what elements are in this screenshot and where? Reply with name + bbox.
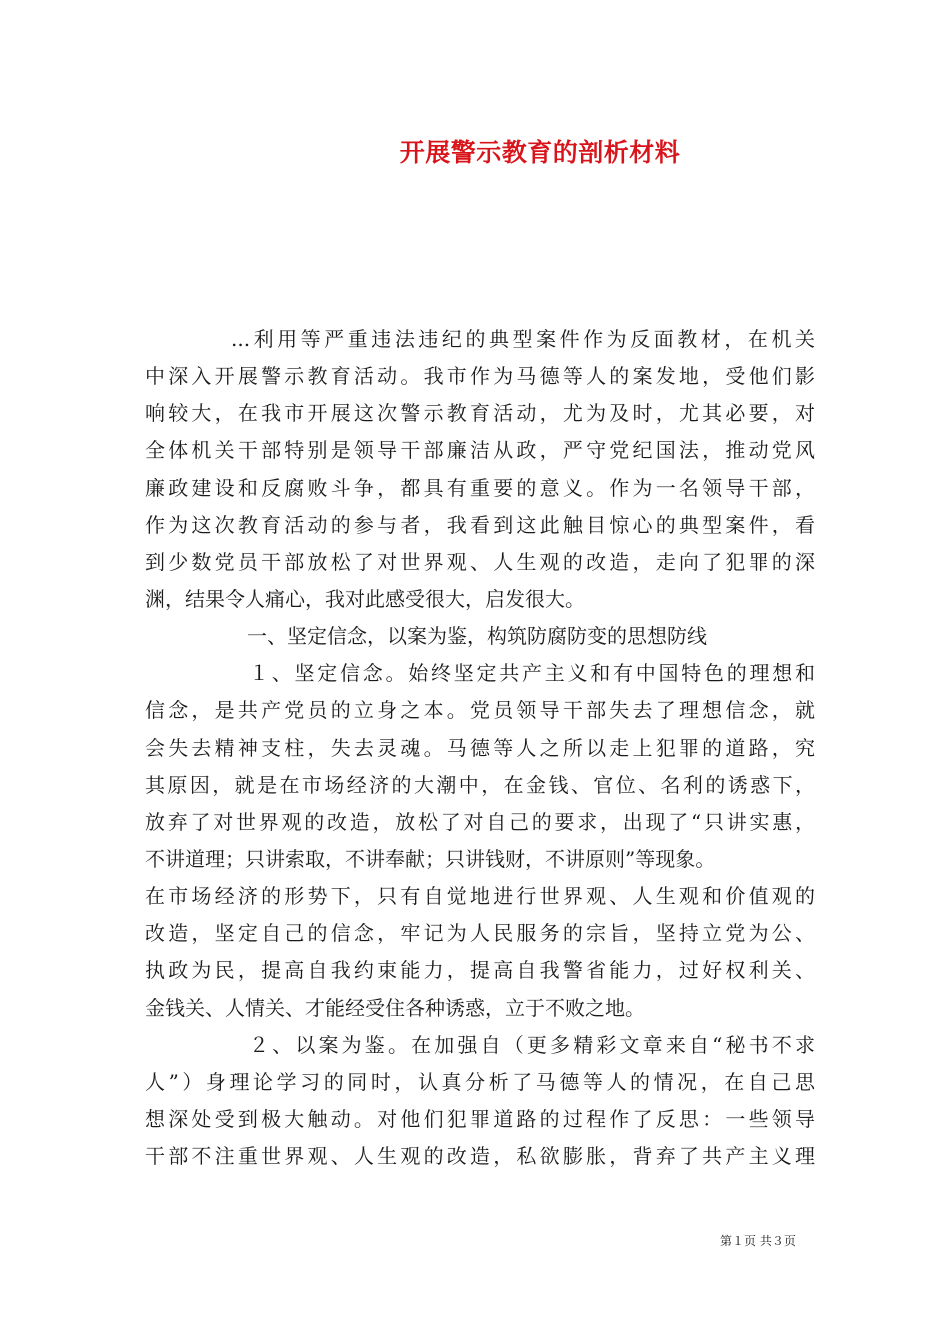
paragraph-line: １、坚定信念。始终坚定共产主义和有中国特色的理想和 xyxy=(249,661,815,686)
paragraph-line: 执政为民，提高自我约束能力，提高自我警省能力，过好权利关、 xyxy=(145,958,815,983)
page-number: 第１页 共３页 xyxy=(720,1234,796,1248)
paragraph-line: 廉政建设和反腐败斗争，都具有重要的意义。作为一名领导干部， xyxy=(145,475,815,500)
paragraph-line: 作为这次教育活动的参与者，我看到这此触目惊心的典型案件，看 xyxy=(145,512,815,537)
paragraph-line: 其原因，就是在市场经济的大潮中，在金钱、官位、名利的诱惑下， xyxy=(145,772,815,797)
paragraph-line: 改造，坚定自己的信念，牢记为人民服务的宗旨，坚持立党为公、 xyxy=(145,921,815,946)
paragraph-line: 不讲道理；只讲索取，不讲奉献；只讲钱财，不讲原则”等现象。 xyxy=(145,846,716,871)
section-heading: 一、坚定信念，以案为鉴，构筑防腐防变的思想防线 xyxy=(247,624,707,649)
paragraph-line: 到少数党员干部放松了对世界观、人生观的改造，走向了犯罪的深 xyxy=(145,549,815,574)
paragraph-line: ...利用等严重违法违纪的典型案件作为反面教材，在机关 xyxy=(231,327,815,351)
paragraph-line: ２、以案为鉴。在加强自（更多精彩文章来自“秘书不求 xyxy=(249,1032,815,1057)
paragraph-line: 放弃了对世界观的改造，放松了对自己的要求，出现了“只讲实惠， xyxy=(145,809,815,834)
paragraph-line: 会失去精神支柱，失去灵魂。马德等人之所以走上犯罪的道路，究 xyxy=(145,735,815,760)
paragraph-line: 全体机关干部特别是领导干部廉洁从政，严守党纪国法，推动党风 xyxy=(145,438,815,463)
paragraph-line: 想深处受到极大触动。对他们犯罪道路的过程作了反思：一些领导 xyxy=(145,1106,815,1131)
document-title: 开展警示教育的剖析材料 xyxy=(399,138,681,167)
document-body xyxy=(145,321,815,1175)
paragraph-line: 人”）身理论学习的同时，认真分析了马德等人的情况，在自己思 xyxy=(145,1069,815,1094)
paragraph-line: 信念，是共产党员的立身之本。党员领导干部失去了理想信念，就 xyxy=(145,698,815,723)
paragraph-line: 中深入开展警示教育活动。我市作为马德等人的案发地，受他们影 xyxy=(145,364,815,389)
paragraph-line: 在市场经济的形势下，只有自觉地进行世界观、人生观和价值观的 xyxy=(145,884,815,909)
paragraph-line: 响较大，在我市开展这次警示教育活动，尤为及时，尤其必要，对 xyxy=(145,401,815,426)
paragraph-line: 金钱关、人情关、才能经受住各种诱惑，立于不败之地。 xyxy=(145,995,645,1020)
paragraph-line: 干部不注重世界观、人生观的改造，私欲膨胀，背弃了共产主义理 xyxy=(145,1144,815,1169)
paragraph-line: 渊，结果令人痛心，我对此感受很大，启发很大。 xyxy=(145,586,585,611)
